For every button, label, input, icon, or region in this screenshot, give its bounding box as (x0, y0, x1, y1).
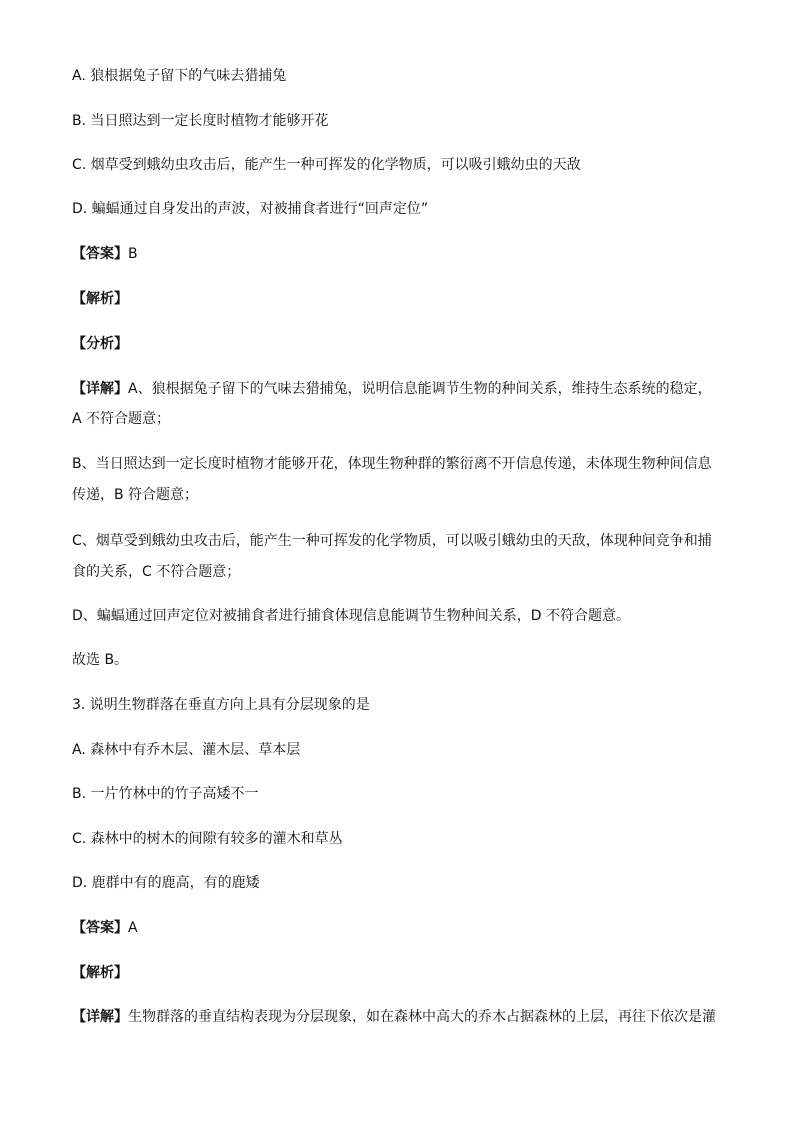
q2-detail-line-1 (72, 380, 732, 398)
q2-detail-line-2: A 不符合题意； (72, 411, 171, 427)
answer-tag: 【答案】 (72, 246, 128, 262)
q2-option-d: D. 蝙蝠通过自身发出的声波，对被捕食者进行“回声定位” (72, 201, 429, 217)
q3-analysis-heading: 【解析】 (72, 965, 128, 981)
q2-option-a: A. 狼根据兔子留下的气味去猎捕兔 (72, 68, 287, 84)
q3-detail-line-1 (72, 1008, 732, 1026)
q2-analysis-heading: 【解析】 (72, 291, 128, 307)
detail-tag: 【详解】 (72, 1009, 128, 1025)
q2-detail-c-line-1: C、烟草受到蛾幼虫攻击后，能产生一种可挥发的化学物质，可以吸引蛾幼虫的天敌，体现种间竞争和捕 (72, 533, 712, 549)
detail-text: 生物群落的垂直结构表现为分层现象，如在森林中高大的乔木占据森林的上层，再往下依次是灌 (128, 1009, 716, 1025)
q2-option-b: B. 当日照达到一定长度时植物才能够开花 (72, 113, 329, 129)
q2-conclusion: 故选 B。 (72, 652, 129, 668)
answer-value: A (128, 920, 138, 936)
q2-detail-b-line-1: B、当日照达到一定长度时植物才能够开花，体现生物种群的繁衍离不开信息传递，未体现生物种间信息 (72, 456, 712, 472)
answer-value: B (128, 246, 138, 262)
q3-option-c: C. 森林中的树木的间隙有较多的灌木和草丛 (72, 831, 343, 847)
q2-answer (72, 245, 732, 263)
q3-stem: 3. 说明生物群落在垂直方向上具有分层现象的是 (72, 697, 370, 713)
q2-option-c: C. 烟草受到蛾幼虫攻击后，能产生一种可挥发的化学物质，可以吸引蛾幼虫的天敌 (72, 157, 581, 173)
q3-option-a: A. 森林中有乔木层、灌木层、草本层 (72, 742, 301, 758)
detail-text: A、狼根据兔子留下的气味去猎捕兔，说明信息能调节生物的种间关系，维持生态系统的稳定， (128, 381, 712, 397)
q2-detail-c-line-2: 食的关系，C 不符合题意； (72, 564, 241, 580)
q3-option-b: B. 一片竹林中的竹子高矮不一 (72, 786, 259, 802)
q2-detail-d-line: D、蝙蝠通过回声定位对被捕食者进行捕食体现信息能调节生物种间关系，D 不符合题意。 (72, 608, 631, 624)
q3-option-d: D. 鹿群中有的鹿高，有的鹿矮 (72, 875, 260, 891)
q2-fenxi-heading: 【分析】 (72, 336, 128, 352)
q3-answer (72, 919, 732, 937)
answer-tag: 【答案】 (72, 920, 128, 936)
detail-tag: 【详解】 (72, 381, 128, 397)
q2-detail-b-line-2: 传递，B 符合题意； (72, 487, 199, 503)
